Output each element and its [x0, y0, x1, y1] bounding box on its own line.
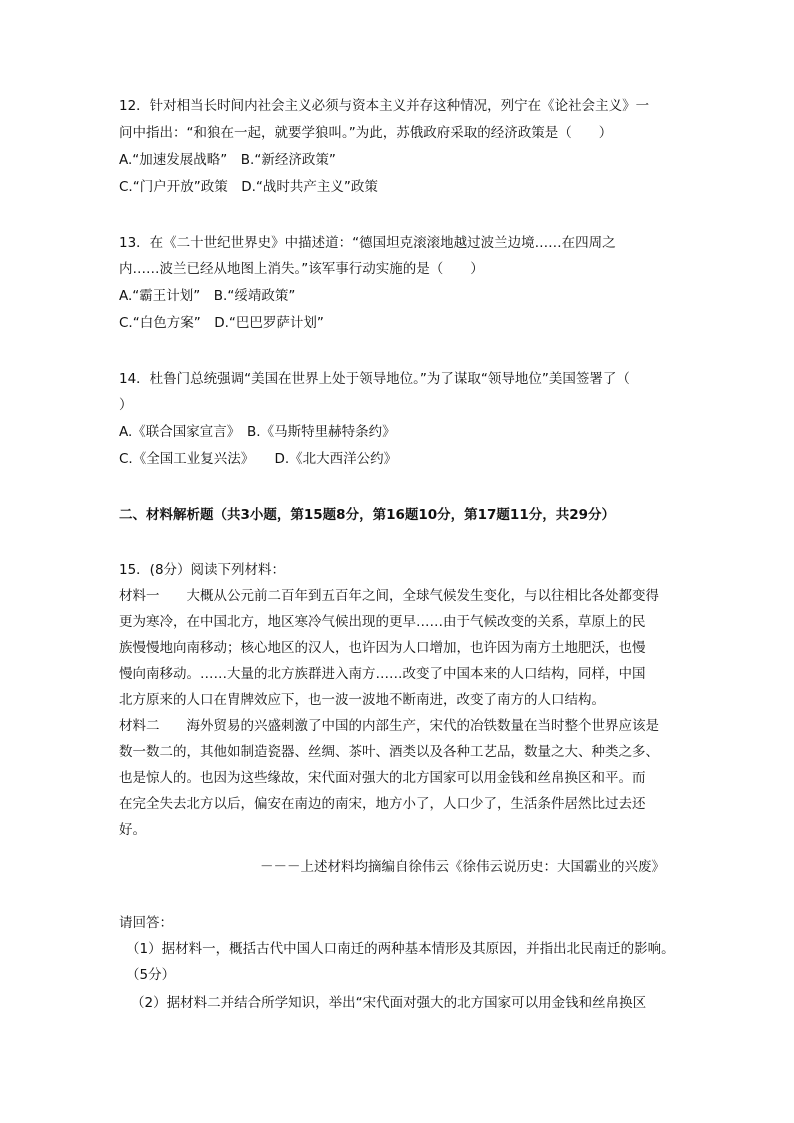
- q12-line-2: 问中指出：“和狼在一起，就要学狼叫。”为此，苏俄政府采取的经济政策是（ ）: [119, 125, 613, 141]
- q15-prompt: 请回答：: [119, 915, 173, 931]
- q15-material-1-line-2: 更为寒冷，在中国北方，地区寒冷气候出现的更早……由于气候改变的关系，草原上的民: [119, 614, 646, 630]
- q15-sub-question-2-line-1: （2）据材料二并结合所学知识，举出“宋代面对强大的北方国家可以用金钱和丝帛换区: [131, 995, 647, 1011]
- q15-material-1-line-5: 北方原来的人口在胄牌效应下，也一波一波地不断南进，改变了南方的人口结构。: [119, 692, 605, 708]
- q12-options-ab: A.“加速发展战略” B.“新经济政策”: [119, 152, 336, 168]
- q15-material-2-line-4: 在完全失去北方以后，偏安在南边的南宋，地方小了，人口少了，生活条件居然比过去还: [119, 796, 646, 812]
- q15-material-1-line-1: 材料一 大概从公元前二百年到五百年之间，全球气候发生变化，与以往相比各处都变得: [119, 588, 659, 604]
- q15-material-2-line-3: 也是惊人的。也因为这些缘故，宋代面对强大的北方国家可以用金钱和丝帛换区和平。而: [119, 770, 646, 786]
- q14-options-cd: C.《全国工业复兴法》 D.《北大西洋公约》: [119, 451, 398, 467]
- q12-options-cd: C.“门户开放”政策 D.“战时共产主义”政策: [119, 179, 378, 195]
- section-2-heading: 二、材料解析题（共3小题，第15题8分，第16题10分，第17题11分，共29分）: [119, 507, 616, 523]
- q14-options-ab: A.《联合国家宣言》 B.《马斯特里赫特条约》: [119, 424, 396, 440]
- q15-material-1-line-4: 慢向南移动。……大量的北方族群进入南方……改变了中国本来的人口结构，同样，中国: [119, 666, 646, 682]
- q13-options-ab: A.“霸王计划” B.“绥靖政策”: [119, 288, 296, 304]
- q15-material-2-line-2: 数一数二的，其他如制造瓷器、丝绸、茶叶、酒类以及各种工艺品，数量之大、种类之多、: [119, 744, 659, 760]
- q15-intro: 15．(8分）阅读下列材料：: [119, 562, 286, 578]
- q12-line-1: 12．针对相当长时间内社会主义必须与资本主义并存这种情况，列宁在《论社会主义》一: [119, 98, 650, 114]
- q15-source-citation: －－－上述材料均摘编自徐伟云《徐伟云说历史：大国霸业的兴废》: [260, 859, 665, 875]
- q15-sub-question-1-line-2: （5分）: [126, 967, 176, 983]
- q13-line-2: 内……波兰已经从地图上消失。”该军事行动实施的是（ ）: [119, 261, 484, 277]
- q15-sub-question-1-line-1: （1）据材料一，概括古代中国人口南迁的两种基本情形及其原因，并指出北民南迁的影响。: [126, 941, 675, 957]
- q14-line-1: 14．杜鲁门总统强调“美国在世界上处于领导地位。”为了谋取“领导地位”美国签署了（: [119, 371, 630, 387]
- q15-material-1-line-3: 族慢慢地向南移动；核心地区的汉人，也许因为人口增加，也许因为南方土地肥沃，也慢: [119, 640, 646, 656]
- q14-line-2: ）: [119, 397, 133, 413]
- q13-options-cd: C.“白色方案” D.“巴巴罗萨计划”: [119, 315, 324, 331]
- q15-material-2-line-1: 材料二 海外贸易的兴盛刺激了中国的内部生产，宋代的冶铁数量在当时整个世界应该是: [119, 718, 659, 734]
- q13-line-1: 13．在《二十世纪世界史》中描述道：“德国坦克滚滚地越过波兰边境……在四周之: [119, 235, 616, 251]
- q15-material-2-line-5: 好。: [119, 822, 146, 838]
